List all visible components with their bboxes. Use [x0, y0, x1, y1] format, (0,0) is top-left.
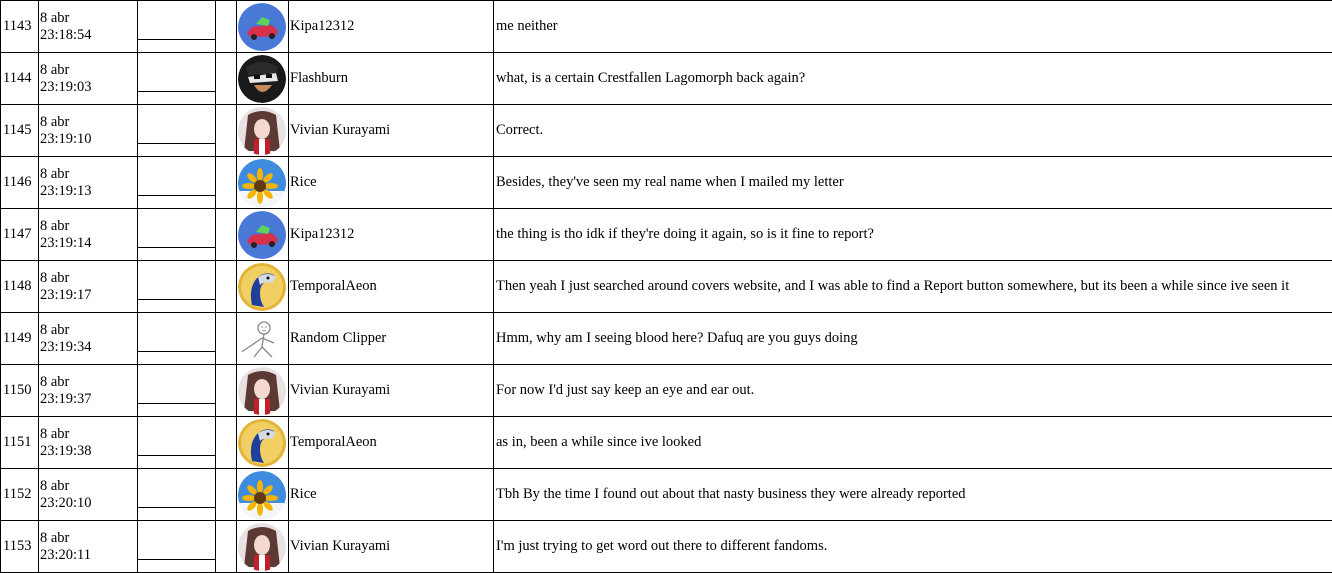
cell-divider [138, 430, 215, 456]
timestamp-cell [39, 469, 138, 521]
message-text: as in, been a while since ive looked [494, 417, 1332, 469]
message-text: Then yeah I just searched around covers website, and I was able to find a Report button somewhere, but its been a while since ive seen it [494, 261, 1332, 313]
anime-girl-avatar [238, 367, 286, 415]
avatar-cell [237, 261, 289, 313]
empty-cell [216, 209, 237, 261]
red-car-avatar [238, 3, 286, 51]
table-row [1, 417, 1332, 469]
message-index: 1146 [1, 157, 39, 209]
message-index: 1145 [1, 105, 39, 157]
empty-split-cell [138, 53, 216, 105]
table-row [1, 105, 1332, 157]
message-index: 1153 [1, 521, 39, 573]
username: TemporalAeon [289, 261, 494, 313]
message-time: 23:19:17 [40, 286, 92, 303]
message-index: 1150 [1, 365, 39, 417]
avatar-cell [237, 157, 289, 209]
table-row [1, 1, 1332, 53]
avatar-cell [237, 105, 289, 157]
message-index: 1147 [1, 209, 39, 261]
message-text: me neither [494, 1, 1332, 53]
empty-split-cell [138, 469, 216, 521]
empty-split-cell [138, 313, 216, 365]
cell-divider [138, 326, 215, 352]
avatar-cell [237, 209, 289, 261]
message-date: 8 abr [40, 61, 70, 78]
timestamp-cell [39, 53, 138, 105]
empty-split-cell [138, 365, 216, 417]
message-time: 23:19:34 [40, 338, 92, 355]
empty-split-cell [138, 1, 216, 53]
timestamp-cell [39, 1, 138, 53]
message-time: 23:19:13 [40, 182, 92, 199]
message-time: 23:20:10 [40, 494, 92, 511]
timestamp-cell [39, 521, 138, 573]
table-row [1, 521, 1332, 573]
table-row [1, 157, 1332, 209]
message-text: Correct. [494, 105, 1332, 157]
empty-cell [216, 157, 237, 209]
username: Rice [289, 469, 494, 521]
sunflower-avatar [238, 471, 286, 519]
table-row [1, 313, 1332, 365]
empty-cell [216, 105, 237, 157]
empty-cell [216, 1, 237, 53]
message-date: 8 abr [40, 165, 70, 182]
message-index: 1149 [1, 313, 39, 365]
message-text: the thing is tho idk if they're doing it again, so is it fine to report? [494, 209, 1332, 261]
cell-divider [138, 118, 215, 144]
message-text: what, is a certain Crestfallen Lagomorph back again? [494, 53, 1332, 105]
message-index: 1144 [1, 53, 39, 105]
empty-split-cell [138, 157, 216, 209]
timestamp-cell [39, 365, 138, 417]
avatar-cell [237, 313, 289, 365]
empty-split-cell [138, 417, 216, 469]
username: Flashburn [289, 53, 494, 105]
empty-cell [216, 521, 237, 573]
message-text: I'm just trying to get word out there to different fandoms. [494, 521, 1332, 573]
red-car-avatar [238, 211, 286, 259]
timestamp-cell [39, 105, 138, 157]
empty-split-cell [138, 209, 216, 261]
message-time: 23:19:37 [40, 390, 92, 407]
timestamp-cell [39, 261, 138, 313]
message-date: 8 abr [40, 529, 70, 546]
message-date: 8 abr [40, 9, 70, 26]
anime-girl-avatar [238, 107, 286, 155]
avatar-cell [237, 469, 289, 521]
message-date: 8 abr [40, 113, 70, 130]
timestamp-cell [39, 417, 138, 469]
message-date: 8 abr [40, 425, 70, 442]
cell-divider [138, 222, 215, 248]
message-text: Tbh By the time I found out about that nasty business they were already reported [494, 469, 1332, 521]
cell-divider [138, 482, 215, 508]
table-row [1, 53, 1332, 105]
avatar-cell [237, 521, 289, 573]
dragon-avatar [238, 263, 286, 311]
cell-divider [138, 274, 215, 300]
message-index: 1148 [1, 261, 39, 313]
avatar-cell [237, 365, 289, 417]
cell-divider [138, 170, 215, 196]
message-time: 23:19:10 [40, 130, 92, 147]
username: TemporalAeon [289, 417, 494, 469]
message-date: 8 abr [40, 321, 70, 338]
message-date: 8 abr [40, 373, 70, 390]
username: Vivian Kurayami [289, 521, 494, 573]
message-index: 1143 [1, 1, 39, 53]
message-time: 23:20:11 [40, 546, 92, 563]
username: Rice [289, 157, 494, 209]
table-row [1, 469, 1332, 521]
message-time: 23:19:03 [40, 78, 92, 95]
username: Kipa12312 [289, 209, 494, 261]
table-row [1, 261, 1332, 313]
username: Vivian Kurayami [289, 365, 494, 417]
empty-cell [216, 365, 237, 417]
chat-log-body [1, 1, 1332, 573]
dragon-avatar [238, 419, 286, 467]
message-time: 23:18:54 [40, 26, 92, 43]
timestamp-cell [39, 313, 138, 365]
masked-face-avatar [238, 55, 286, 103]
message-date: 8 abr [40, 269, 70, 286]
empty-cell [216, 53, 237, 105]
table-row [1, 209, 1332, 261]
message-date: 8 abr [40, 217, 70, 234]
message-text: Hmm, why am I seeing blood here? Dafuq are you guys doing [494, 313, 1332, 365]
stick-figure-avatar [238, 315, 286, 363]
username: Vivian Kurayami [289, 105, 494, 157]
avatar-cell [237, 417, 289, 469]
timestamp-cell [39, 209, 138, 261]
anime-girl-avatar [238, 523, 286, 571]
message-text: Besides, they've seen my real name when I mailed my letter [494, 157, 1332, 209]
cell-divider [138, 534, 215, 560]
empty-split-cell [138, 521, 216, 573]
cell-divider [138, 378, 215, 404]
message-index: 1152 [1, 469, 39, 521]
message-time: 23:19:14 [40, 234, 92, 251]
empty-cell [216, 469, 237, 521]
timestamp-cell [39, 157, 138, 209]
avatar-cell [237, 1, 289, 53]
empty-split-cell [138, 261, 216, 313]
avatar-cell [237, 53, 289, 105]
empty-cell [216, 417, 237, 469]
message-index: 1151 [1, 417, 39, 469]
cell-divider [138, 66, 215, 92]
table-row [1, 365, 1332, 417]
empty-cell [216, 313, 237, 365]
message-date: 8 abr [40, 477, 70, 494]
message-time: 23:19:38 [40, 442, 92, 459]
username: Kipa12312 [289, 1, 494, 53]
empty-split-cell [138, 105, 216, 157]
sunflower-avatar [238, 159, 286, 207]
empty-cell [216, 261, 237, 313]
message-text: For now I'd just say keep an eye and ear out. [494, 365, 1332, 417]
username: Random Clipper [289, 313, 494, 365]
cell-divider [138, 14, 215, 40]
